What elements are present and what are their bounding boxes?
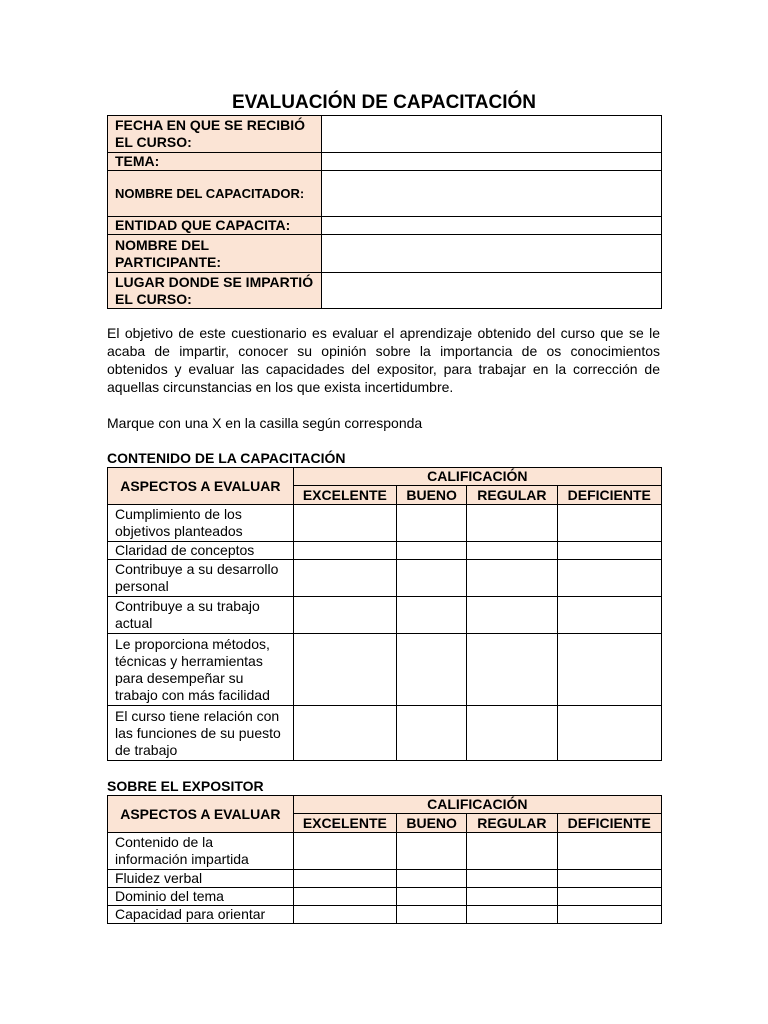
aspect-label: El curso tiene relación con las funciones de su puesto de trabajo (108, 706, 294, 761)
aspect-label: Contribuye a su desarrollo personal (108, 560, 294, 597)
info-row-topic (108, 153, 662, 171)
info-field-place[interactable] (322, 273, 662, 309)
rating-cell-deficient[interactable] (557, 888, 661, 906)
rating-cell-regular[interactable] (467, 870, 557, 888)
info-row-place (108, 273, 662, 309)
info-row-date (108, 116, 662, 153)
speaker-section-title: SOBRE EL EXPOSITOR (107, 778, 264, 794)
rating-cell-excellent[interactable] (293, 706, 396, 761)
rating-cell-excellent[interactable] (293, 560, 396, 597)
rating-cell-good[interactable] (397, 597, 467, 634)
rating-cell-deficient[interactable] (557, 906, 661, 924)
table-row (108, 505, 662, 542)
rating-cell-excellent[interactable] (293, 597, 396, 634)
info-label-participant: NOMBRE DEL PARTICIPANTE: (108, 235, 322, 273)
regular-header: REGULAR (467, 486, 557, 505)
content-evaluation-table (107, 467, 662, 761)
table-row (108, 870, 662, 888)
excellent-header: EXCELENTE (293, 486, 396, 505)
rating-cell-good[interactable] (397, 634, 467, 706)
rating-header: CALIFICACIÓN (293, 468, 661, 486)
aspect-label: Cumplimiento de los objetivos planteados (108, 505, 294, 542)
rating-cell-good[interactable] (397, 888, 467, 906)
info-field-topic[interactable] (322, 153, 662, 171)
aspect-label: Le proporciona métodos, técnicas y herramientas para desempeñar su trabajo con más facilidad (108, 634, 294, 706)
rating-cell-excellent[interactable] (293, 833, 396, 870)
info-label-topic: TEMA: (108, 153, 322, 171)
aspect-label: Capacidad para orientar (108, 906, 294, 924)
table-row (108, 597, 662, 634)
info-label-date: FECHA EN QUE SE RECIBIÓ EL CURSO: (108, 116, 322, 153)
excellent-header: EXCELENTE (293, 814, 396, 833)
speaker-evaluation-table (107, 795, 662, 924)
info-field-date[interactable] (322, 116, 662, 153)
aspects-header: ASPECTOS A EVALUAR (108, 468, 294, 505)
instruction-text: Marque con una X en la casilla según corresponda (107, 415, 423, 431)
rating-cell-regular[interactable] (467, 542, 557, 560)
rating-cell-regular[interactable] (467, 597, 557, 634)
aspect-label: Claridad de conceptos (108, 542, 294, 560)
rating-cell-good[interactable] (397, 706, 467, 761)
rating-cell-excellent[interactable] (293, 634, 396, 706)
aspects-header: ASPECTOS A EVALUAR (108, 796, 294, 833)
good-header: BUENO (397, 486, 467, 505)
rating-cell-excellent[interactable] (293, 888, 396, 906)
aspect-label: Fluidez verbal (108, 870, 294, 888)
rating-cell-good[interactable] (397, 906, 467, 924)
table-row (108, 888, 662, 906)
aspect-label: Dominio del tema (108, 888, 294, 906)
deficient-header: DEFICIENTE (557, 486, 661, 505)
rating-cell-good[interactable] (397, 833, 467, 870)
rating-cell-excellent[interactable] (293, 906, 396, 924)
intro-paragraph: El objetivo de este cuestionario es evaluar el aprendizaje obtenido del curso que se le acaba de impartir, conocer su opinión sobre la importancia de os conocimientos obtenidos y evaluar las capacidades del expositor, para trabajar en la corrección de aquellas circunstancias en los que exista incertidumbre. (107, 325, 660, 395)
table-row (108, 833, 662, 870)
regular-header: REGULAR (467, 814, 557, 833)
table-row (108, 706, 662, 761)
rating-cell-deficient[interactable] (557, 597, 661, 634)
rating-cell-regular[interactable] (467, 505, 557, 542)
rating-cell-deficient[interactable] (557, 542, 661, 560)
aspect-label: Contenido de la información impartida (108, 833, 294, 870)
deficient-header: DEFICIENTE (557, 814, 661, 833)
good-header: BUENO (397, 814, 467, 833)
rating-cell-regular[interactable] (467, 560, 557, 597)
info-field-trainer[interactable] (322, 171, 662, 217)
info-row-entity (108, 217, 662, 235)
aspect-label: Contribuye a su trabajo actual (108, 597, 294, 634)
rating-cell-good[interactable] (397, 870, 467, 888)
rating-cell-excellent[interactable] (293, 542, 396, 560)
rating-cell-deficient[interactable] (557, 505, 661, 542)
table-header-row (108, 468, 662, 486)
info-field-entity[interactable] (322, 217, 662, 235)
rating-cell-good[interactable] (397, 505, 467, 542)
rating-cell-deficient[interactable] (557, 634, 661, 706)
rating-cell-regular[interactable] (467, 888, 557, 906)
table-row (108, 906, 662, 924)
info-label-place: LUGAR DONDE SE IMPARTIÓ EL CURSO: (108, 273, 322, 309)
rating-cell-deficient[interactable] (557, 833, 661, 870)
info-field-participant[interactable] (322, 235, 662, 273)
rating-cell-deficient[interactable] (557, 560, 661, 597)
rating-cell-good[interactable] (397, 560, 467, 597)
rating-cell-good[interactable] (397, 542, 467, 560)
rating-cell-regular[interactable] (467, 706, 557, 761)
info-label-entity: ENTIDAD QUE CAPACITA: (108, 217, 322, 235)
rating-cell-excellent[interactable] (293, 870, 396, 888)
rating-cell-regular[interactable] (467, 906, 557, 924)
rating-cell-regular[interactable] (467, 833, 557, 870)
table-row (108, 634, 662, 706)
rating-cell-regular[interactable] (467, 634, 557, 706)
info-row-trainer (108, 171, 662, 217)
content-section-title: CONTENIDO DE LA CAPACITACIÓN (107, 450, 346, 466)
course-info-table (107, 115, 662, 309)
rating-cell-deficient[interactable] (557, 870, 661, 888)
table-header-row (108, 796, 662, 814)
rating-cell-deficient[interactable] (557, 706, 661, 761)
info-row-participant (108, 235, 662, 273)
table-row (108, 560, 662, 597)
rating-cell-excellent[interactable] (293, 505, 396, 542)
table-row (108, 542, 662, 560)
document-title: EVALUACIÓN DE CAPACITACIÓN (232, 92, 536, 113)
rating-header: CALIFICACIÓN (293, 796, 661, 814)
info-label-trainer: NOMBRE DEL CAPACITADOR: (108, 171, 322, 217)
